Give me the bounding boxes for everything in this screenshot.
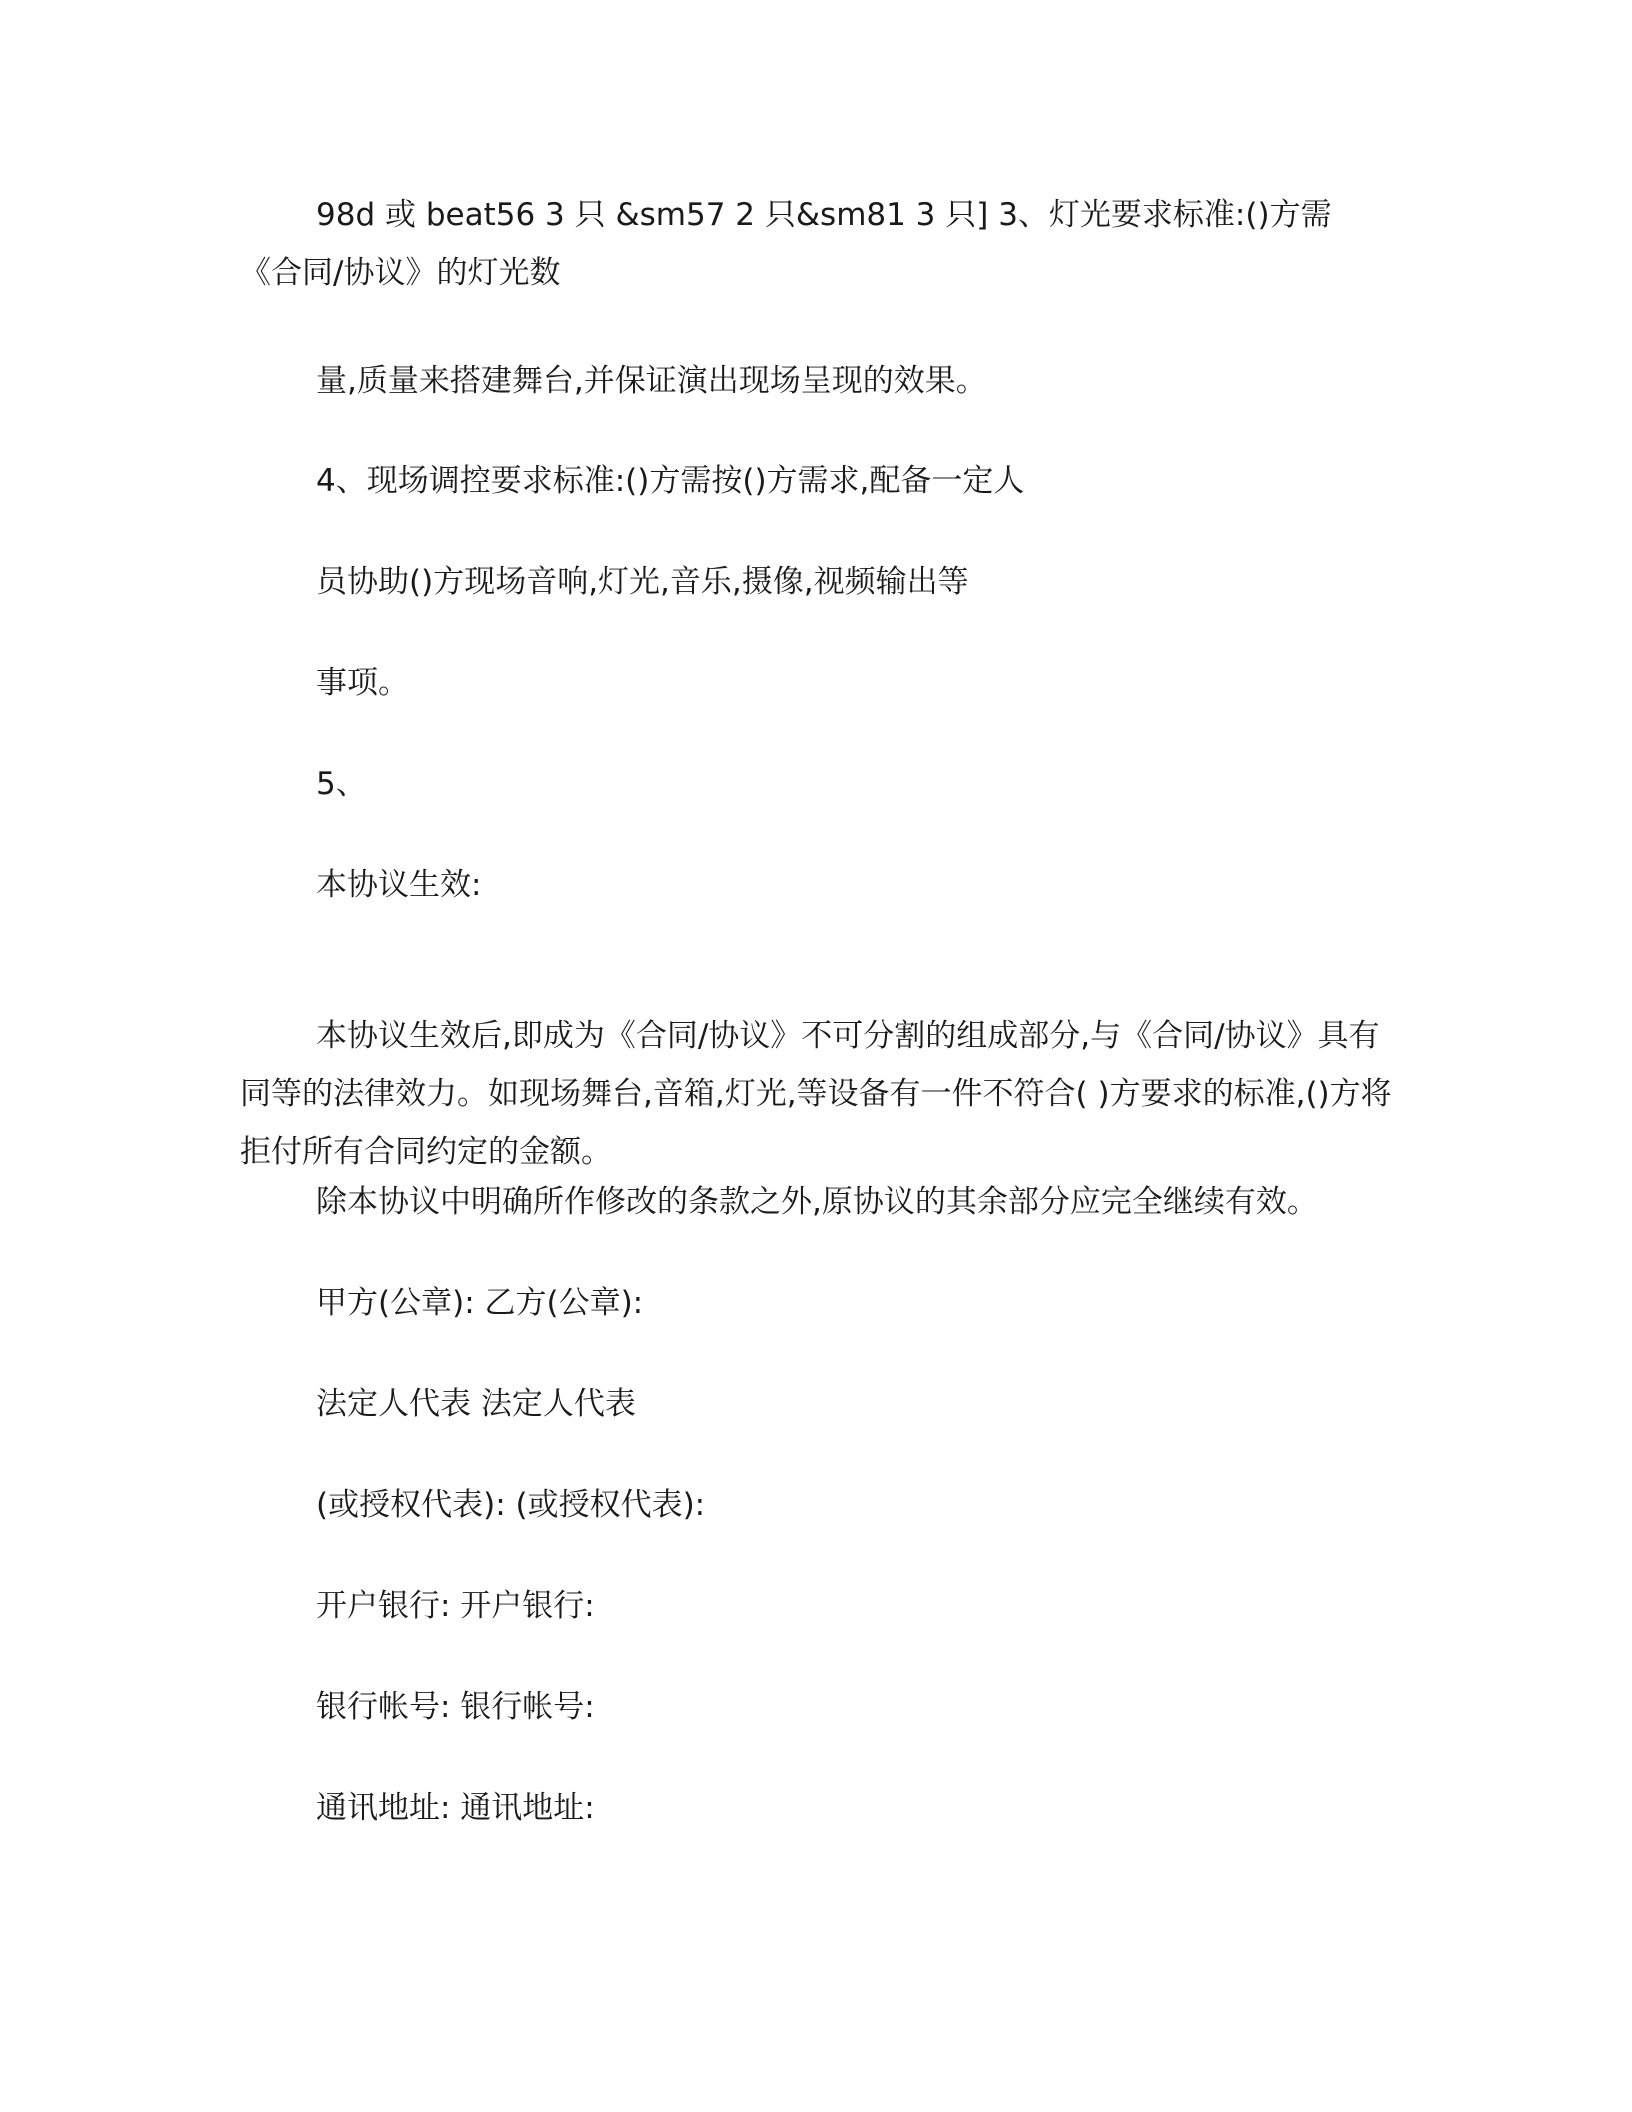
paragraph-staff-assist: 员协助()方现场音响,灯光,音乐,摄像,视频输出等 bbox=[316, 564, 969, 600]
paragraph-legal-effect: 本协议生效后,即成为《合同/协议》不可分割的组成部分,与《合同/协议》具有同等的法律效力。如现场舞台,音箱,灯光,等设备有一件不符合( )方要求的标准,()方将拒付所有合同约定的金额。 bbox=[240, 1018, 1392, 1170]
paragraph-equipment-and-lighting: 98d 或 beat56 3 只 &sm57 2 只&sm81 3 只] 3、灯光要求标准:()方需《合同/协议》的灯光数 bbox=[240, 197, 1332, 291]
paragraph-onsite-control: 4、现场调控要求标准:()方需按()方需求,配备一定人 bbox=[316, 463, 1025, 499]
signature-bank: 开户银行: 开户银行: bbox=[316, 1588, 595, 1624]
signature-bank-account: 银行帐号: 银行帐号: bbox=[316, 1689, 595, 1725]
signature-authorized-representative: (或授权代表): (或授权代表): bbox=[316, 1487, 706, 1523]
signature-legal-representative: 法定人代表 法定人代表 bbox=[316, 1386, 636, 1422]
paragraph-item-5: 5、 bbox=[316, 766, 367, 802]
signature-party-seals: 甲方(公章): 乙方(公章): bbox=[316, 1285, 644, 1321]
signature-address: 通讯地址: 通讯地址: bbox=[316, 1790, 595, 1826]
paragraph-matters: 事项。 bbox=[316, 665, 409, 701]
paragraph-remaining-terms: 除本协议中明确所作修改的条款之外,原协议的其余部分应完全继续有效。 bbox=[316, 1184, 1318, 1220]
paragraph-stage-quality: 量,质量来搭建舞台,并保证演出现场呈现的效果。 bbox=[316, 363, 987, 399]
paragraph-effective-heading: 本协议生效: bbox=[316, 867, 482, 903]
